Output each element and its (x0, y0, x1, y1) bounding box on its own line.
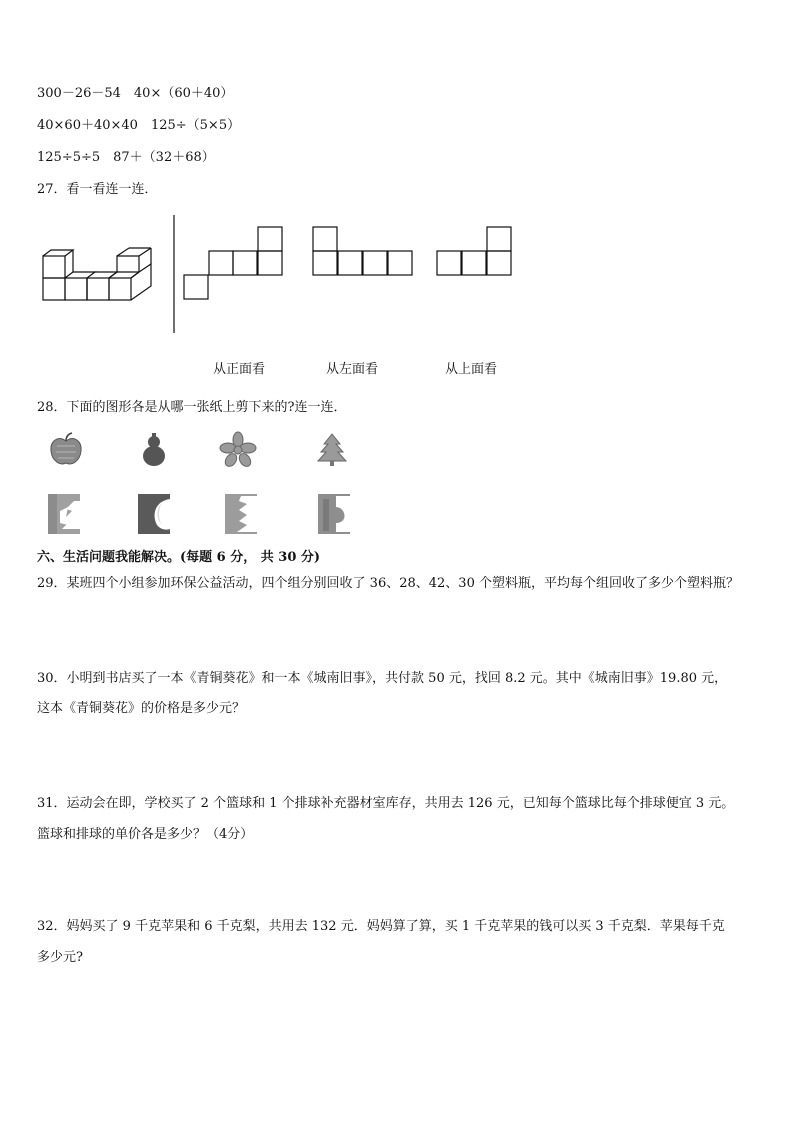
label-top-view: 从上面看 (445, 362, 498, 377)
vertical-divider (172, 215, 176, 335)
calc-line-3: 125÷5÷5 87＋（32＋68） (37, 150, 215, 165)
q31-line-1: 31．运动会在即，学校买了 2 个篮球和 1 个排球补充器材室库存，共用去 126 元，已知每个篮球比每个排球便宜 3 元。 (37, 796, 735, 811)
q32-line-1: 32．妈妈买了 9 千克苹果和 6 千克梨，共用去 132 元．妈妈算了算，买 1 千克苹果的钱可以买 3 千克梨．苹果每千克 (37, 919, 725, 934)
view-figure-2 (312, 226, 416, 280)
cube-structure-3d (38, 250, 156, 305)
calc-line-1: 300－26－54 40×（60＋40） (37, 86, 234, 101)
label-left-view: 从左面看 (326, 362, 379, 377)
view-figure-1 (183, 226, 285, 302)
tree-icon (315, 432, 349, 468)
q32-line-2: 多少元? (37, 950, 83, 965)
view-figure-3 (436, 226, 516, 280)
gourd-icon (137, 432, 171, 468)
calc-line-2: 40×60＋40×40 125÷（5×5） (37, 118, 241, 133)
paper-zigzag-cutout (221, 493, 261, 535)
q28-title: 28．下面的图形各是从哪一张纸上剪下来的?连一连． (37, 400, 347, 415)
apple-icon (48, 432, 84, 468)
q27-title: 27．看一看连一连． (37, 182, 158, 197)
paper-moon-cutout (134, 493, 174, 535)
paper-round-cutout (314, 493, 354, 535)
paper-leaf-cutout (44, 493, 84, 535)
section-6-heading: 六、生活问题我能解决。(每题 6 分， 共 30 分) (37, 550, 321, 565)
label-front-view: 从正面看 (213, 362, 266, 377)
q30-line-1: 30．小明到书店买了一本《青铜葵花》和一本《城南旧事》，共付款 50 元，找回 8.2 元。其中《城南旧事》19.80 元， (37, 671, 728, 686)
q31-line-2: 篮球和排球的单价各是多少？（4分） (37, 827, 254, 842)
flower-icon (220, 432, 256, 468)
q29-text: 29．某班四个小组参加环保公益活动，四个组分别回收了 36、28、42、30 个塑料瓶，平均每个组回收了多少个塑料瓶？ (37, 576, 739, 591)
q30-line-2: 这本《青铜葵花》的价格是多少元？ (37, 701, 246, 716)
